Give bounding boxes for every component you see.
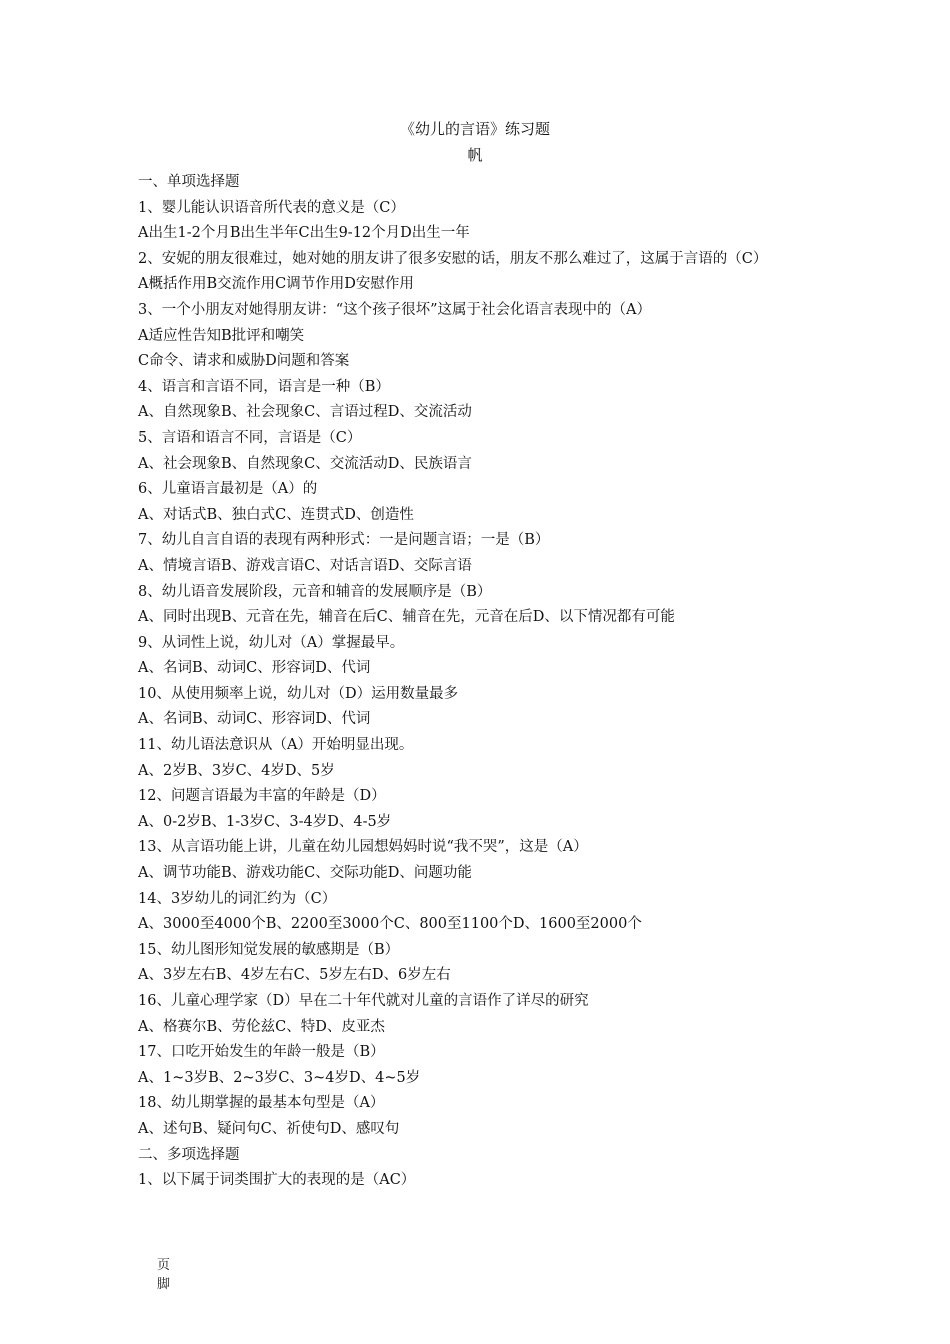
footer-line: 页 — [157, 1258, 171, 1273]
question: 1、以下属于词类围扩大的表现的是（AC） — [138, 1172, 416, 1189]
question: 1、婴儿能认识语音所代表的意义是（C） — [138, 199, 405, 216]
answer-options: A、格赛尔B、劳伦兹C、特D、皮亚杰 — [138, 1018, 385, 1035]
answer-options: A、名词B、动词C、形容词D、代词 — [138, 660, 371, 677]
question: 4、语言和言语不同，语言是一种（B） — [138, 378, 390, 395]
answer-options: A、3岁左右B、4岁左右C、5岁左右D、6岁左右 — [138, 967, 451, 984]
answer-options: A、0-2岁B、1-3岁C、3-4岁D、4-5岁 — [138, 813, 392, 830]
answer-options: C命令、请求和威胁D问题和答案 — [138, 353, 350, 370]
answer-options: A出生1-2个月B出生半年C出生9-12个月D出生一年 — [138, 225, 470, 242]
question: 18、幼儿期掌握的最基本句型是（A） — [138, 1095, 385, 1112]
answer-options: A、名词B、动词C、形容词D、代词 — [138, 711, 371, 728]
answer-options: A、自然现象B、社会现象C、言语过程D、交流活动 — [138, 404, 472, 421]
section-heading: 二、多项选择题 — [138, 1146, 240, 1163]
question: 17、口吃开始发生的年龄一般是（B） — [138, 1044, 385, 1061]
answer-options: A、同时出现B、元音在先，辅音在后C、辅音在先，元音在后D、以下情况都有可能 — [138, 609, 675, 626]
answer-options: A、对话式B、独白式C、连贯式D、创造性 — [138, 506, 414, 523]
question: 10、从使用频率上说，幼儿对（D）运用数量最多 — [138, 685, 459, 702]
question: 13、从言语功能上讲，儿童在幼儿园想妈妈时说“我不哭”，这是（A） — [138, 839, 588, 856]
document-author: 帆 — [467, 146, 483, 164]
answer-options: A、情境言语B、游戏言语C、对话言语D、交际言语 — [138, 557, 472, 574]
answer-options: A、3000至4000个B、2200至3000个C、800至1100个D、1600至2000个 — [138, 916, 642, 933]
question: 5、言语和语言不同，言语是（C） — [138, 429, 362, 446]
answer-options: A、社会现象B、自然现象C、交流活动D、民族语言 — [138, 455, 472, 472]
question: 8、幼儿语音发展阶段，元音和辅音的发展顺序是（B） — [138, 583, 492, 600]
document-title: 《幼儿的言语》练习题 — [399, 120, 550, 138]
question: 9、从词性上说，幼儿对（A）掌握最早。 — [138, 634, 405, 651]
section-heading: 一、单项选择题 — [138, 174, 240, 190]
question: 7、幼儿自言自语的表现有两种形式：一是问题言语；一是（B） — [138, 532, 550, 549]
question: 16、儿童心理学家（D）早在二十年代就对儿童的言语作了详尽的研究 — [138, 993, 589, 1009]
question: 6、儿童语言最初是（A）的 — [138, 481, 318, 498]
answer-options: A适应性告知B批评和嘲笑 — [138, 327, 305, 344]
page-footer — [157, 1256, 177, 1294]
answer-options: A、2岁B、3岁C、4岁D、5岁 — [138, 762, 335, 779]
question: 14、3岁幼儿的词汇约为（C） — [138, 890, 337, 907]
question: 11、幼儿语法意识从（A）开始明显出现。 — [138, 737, 414, 754]
answer-options: A、调节功能B、游戏功能C、交际功能D、问题功能 — [138, 865, 472, 882]
question: 3、一个小朋友对她得朋友讲：“这个孩子很坏”这属于社会化语言表现中的（A） — [138, 301, 652, 318]
document-body — [138, 170, 798, 1194]
question: 12、问题言语最为丰富的年龄是（D） — [138, 788, 386, 805]
answer-options: A概括作用B交流作用C调节作用D安慰作用 — [138, 276, 414, 293]
question: 2、安妮的朋友很难过，她对她的朋友讲了很多安慰的话，朋友不那么难过了，这属于言语的（C） — [138, 250, 768, 267]
answer-options: A、1~3岁B、2~3岁C、3~4岁D、4~5岁 — [138, 1069, 421, 1086]
question: 15、幼儿图形知觉发展的敏感期是（B） — [138, 941, 400, 958]
footer-line: 脚 — [157, 1277, 171, 1292]
answer-options: A、述句B、疑问句C、祈使句D、感叹句 — [138, 1120, 400, 1137]
